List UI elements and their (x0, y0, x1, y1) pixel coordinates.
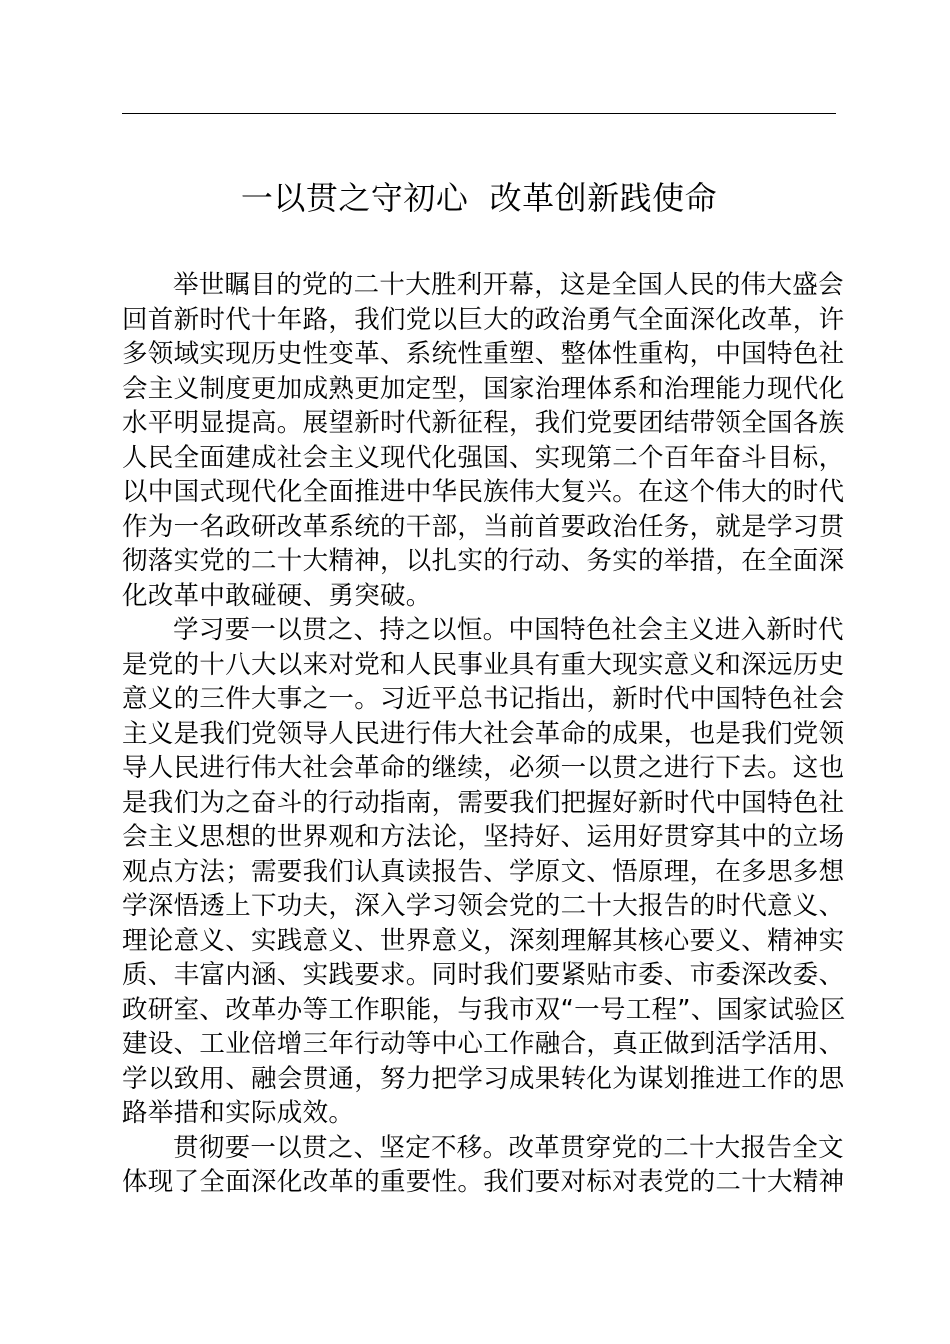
text-line: 政研室、改革办等工作职能，与我市双“一号工程”、国家试验区 (122, 994, 846, 1025)
text-line: 回首新时代十年路，我们党以巨大的政治勇气全面深化改革，许 (122, 304, 845, 335)
text-line: 意义的三件大事之一。习近平总书记指出，新时代中国特色社会 (122, 684, 845, 714)
document-title: 一以贯之守初心 改革创新践使命 (240, 179, 718, 217)
text-line: 路举措和实际成效。 (122, 1098, 355, 1128)
text-line: 体现了全面深化改革的重要性。我们要对标对表党的二十大精神 (122, 1167, 845, 1197)
text-line: 贯彻要一以贯之、坚定不移。改革贯穿党的二十大报告全文 (173, 1132, 844, 1163)
text-line: 是我们为之奋斗的行动指南，需要我们把握好新时代中国特色社 (122, 787, 845, 818)
text-line: 化改革中敢碰硬、勇突破。 (122, 580, 432, 611)
text-line: 导人民进行伟大社会革命的继续，必须一以贯之进行下去。这也 (122, 753, 845, 783)
document-body (122, 268, 846, 1200)
text-line: 建设、工业倍增三年行动等中心工作融合，真正做到活学活用、 (122, 1029, 845, 1059)
text-line: 是党的十八大以来对党和人民事业具有重大现实意义和深远历史 (122, 649, 845, 680)
text-line: 学以致用、融会贯通，努力把学习成果转化为谋划推进工作的思 (122, 1063, 845, 1094)
text-line: 主义是我们党领导人民进行伟大社会革命的成果，也是我们党领 (122, 718, 845, 749)
text-line: 多领域实现历史性变革、系统性重塑、整体性重构，中国特色社 (122, 339, 845, 369)
text-line: 理论意义、实践意义、世界意义，深刻理解其核心要义、精神实 (122, 925, 845, 956)
text-line: 人民全面建成社会主义现代化强国、实现第二个百年奋斗目标， (122, 442, 845, 473)
text-line: 质、丰富内涵、实践要求。同时我们要紧贴市委、市委深改委、 (122, 960, 845, 990)
text-line: 彻落实党的二十大精神，以扎实的行动、务实的举措，在全面深 (122, 546, 845, 576)
text-line: 会主义制度更加成熟更加定型，国家治理体系和治理能力现代化 (122, 373, 845, 404)
text-line: 举世瞩目的党的二十大胜利开幕，这是全国人民的伟大盛会 (173, 270, 844, 300)
paragraph-3 (122, 1131, 845, 1200)
paragraph-2 (122, 613, 846, 1131)
text-line: 水平明显提高。展望新时代新征程，我们党要团结带领全国各族 (122, 408, 845, 438)
text-line: 以中国式现代化全面推进中华民族伟大复兴。在这个伟大的时代 (122, 477, 845, 507)
header-rule (122, 113, 836, 114)
paragraph-1 (122, 268, 845, 613)
text-line: 作为一名政研改革系统的干部，当前首要政治任务，就是学习贯 (122, 511, 845, 542)
text-line: 会主义思想的世界观和方法论，坚持好、运用好贯穿其中的立场 (122, 822, 845, 852)
text-line: 观点方法；需要我们认真读报告、学原文、悟原理，在多思多想 (122, 856, 845, 887)
text-line: 学习要一以贯之、持之以恒。中国特色社会主义进入新时代 (173, 615, 844, 645)
text-line: 学深悟透上下功夫，深入学习领会党的二十大报告的时代意义、 (122, 891, 845, 921)
